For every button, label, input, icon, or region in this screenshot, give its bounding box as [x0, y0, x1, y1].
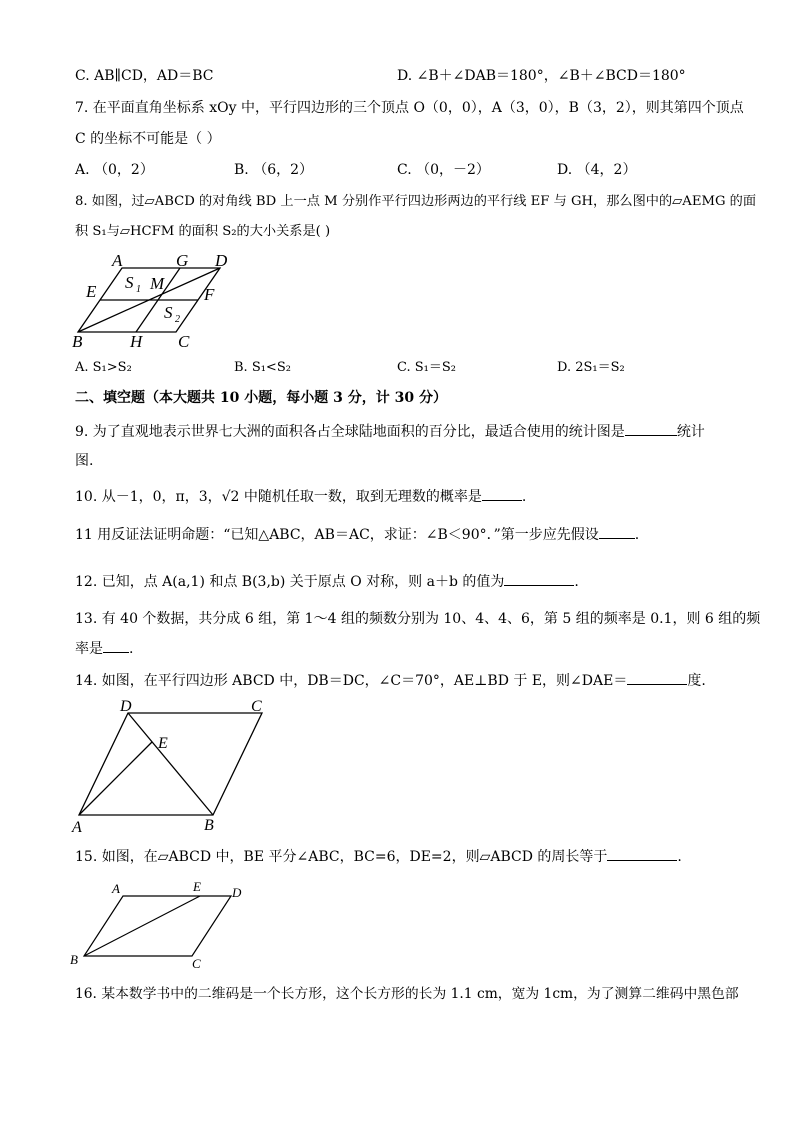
- q15-label-b: B: [70, 952, 78, 967]
- q14-label-a: A: [72, 819, 82, 836]
- q14-stem: [75, 670, 706, 691]
- q15-label-d: D: [232, 885, 242, 900]
- q8-label-g: G: [176, 251, 189, 270]
- q8-label-h: H: [130, 332, 143, 350]
- q10-answer-blank[interactable]: [482, 486, 522, 501]
- q13-answer-blank[interactable]: [103, 638, 129, 653]
- q8-label-m: M: [150, 274, 165, 293]
- q13-stem-end: .: [129, 641, 134, 657]
- q7-option-c: C. （0，－2）: [397, 162, 490, 178]
- q15-label-c: C: [192, 956, 201, 971]
- q15-answer-blank[interactable]: [607, 846, 677, 861]
- q16-stem: 16. 某本数学书中的二维码是一个长方形，这个长方形的长为 1.1 cm，宽为 1cm，为了测算二维码中黑色部: [75, 986, 739, 1002]
- q8-label-a: A: [112, 251, 123, 270]
- q11-stem: [75, 524, 639, 545]
- q8-label-s2-sub: 2: [175, 314, 180, 325]
- q8-label-e: E: [86, 282, 97, 301]
- q15-figure: [66, 878, 256, 972]
- q14-label-b: B: [204, 817, 214, 834]
- q12-answer-blank[interactable]: [504, 571, 574, 586]
- q12-stem-text: 12. 已知，点 A(a,1) 和点 B(3,b) 关于原点 O 对称，则 a＋b 的值为: [75, 574, 505, 590]
- q14-label-d: D: [120, 698, 132, 715]
- q8-stem-line2: 积 S₁与▱HCFM 的面积 S₂的大小关系是( ): [75, 224, 331, 239]
- q7-stem-line2: C 的坐标不可能是（ ）: [75, 131, 221, 147]
- q14-stem-text: 14. 如图，在平行四边形 ABCD 中，DB＝DC，∠C＝70°，AE⊥BD 于 E，则∠DAE＝: [75, 673, 628, 689]
- q9-stem-line1: [75, 421, 705, 442]
- q8-label-f: F: [204, 285, 215, 304]
- q6-option-c: C. AB∥CD，AD＝BC: [75, 68, 214, 84]
- q14-figure: [70, 696, 280, 836]
- q14-label-e: E: [158, 735, 168, 752]
- q8-option-a: A. S₁>S₂: [75, 360, 132, 375]
- q8-label-s2: S: [164, 303, 173, 322]
- q15-stem: [75, 846, 682, 867]
- q15-stem-end: .: [677, 849, 682, 865]
- q8-stem-line1: 8. 如图，过▱ABCD 的对角线 BD 上一点 M 分别作平行四边形两边的平行线 EF 与 GH，那么图中的▱AEMG 的面: [75, 194, 757, 209]
- q12-stem-end: .: [574, 574, 579, 590]
- q13-stem-line2: [75, 638, 133, 659]
- q9-stem-tail: 统计: [676, 424, 705, 440]
- q15-stem-text: 15. 如图，在▱ABCD 中，BE 平分∠ABC，BC=6，DE=2，则▱ABCD 的周长等于: [75, 849, 608, 865]
- q8-label-c: C: [178, 332, 190, 350]
- q8-label-s1: S: [125, 273, 134, 292]
- q10-stem: [75, 486, 526, 507]
- q6-option-d: D. ∠B＋∠DAB＝180°，∠B＋∠BCD＝180°: [397, 68, 686, 84]
- q13-stem-text: 率是: [75, 641, 103, 657]
- q14-label-c: C: [251, 698, 262, 715]
- q8-label-d: D: [215, 251, 228, 270]
- section-2-heading: 二、填空题（本大题共 10 小题，每小题 3 分，计 30 分）: [75, 390, 447, 406]
- q7-option-a: A. （0，2）: [75, 162, 154, 178]
- q8-label-b: B: [72, 332, 83, 350]
- q8-figure: [70, 248, 250, 350]
- q13-stem-line1: 13. 有 40 个数据，共分成 6 组，第 1～4 组的频数分别为 10、4、4、6，第 5 组的频率是 0.1，则 6 组的频: [75, 611, 761, 627]
- q9-answer-blank[interactable]: [625, 421, 677, 436]
- q9-stem-line2: 图.: [75, 453, 94, 469]
- q14-stem-end: 度.: [687, 673, 706, 689]
- q10-stem-text: 10. 从－1，0，π，3，√2 中随机任取一数，取到无理数的概率是: [75, 489, 482, 505]
- q8-option-c: C. S₁＝S₂: [397, 360, 456, 375]
- q14-answer-blank[interactable]: [627, 670, 687, 685]
- q7-option-b: B. （6，2）: [234, 162, 314, 178]
- q15-label-e: E: [193, 879, 201, 894]
- q12-stem: [75, 571, 579, 592]
- q8-option-b: B. S₁<S₂: [234, 360, 291, 375]
- q11-answer-blank[interactable]: [599, 524, 635, 539]
- q10-stem-end: .: [521, 489, 527, 505]
- q8-option-d: D. 2S₁＝S₂: [557, 360, 625, 375]
- q11-stem-end: .: [634, 527, 640, 543]
- q11-stem-text: 11 用反证法证明命题：“已知△ABC，AB＝AC，求证：∠B＜90°．”第一步应先假设: [75, 527, 599, 543]
- q15-label-a: A: [112, 881, 120, 896]
- q8-label-s1-sub: 1: [136, 284, 141, 295]
- q7-stem-line1: 7. 在平面直角坐标系 xOy 中，平行四边形的三个顶点 O（0，0），A（3，0），B（3，2），则其第四个顶点: [75, 100, 744, 116]
- q9-stem-text: 9. 为了直观地表示世界七大洲的面积各占全球陆地面积的百分比，最适合使用的统计图是: [75, 424, 625, 440]
- q7-option-d: D. （4，2）: [557, 162, 637, 178]
